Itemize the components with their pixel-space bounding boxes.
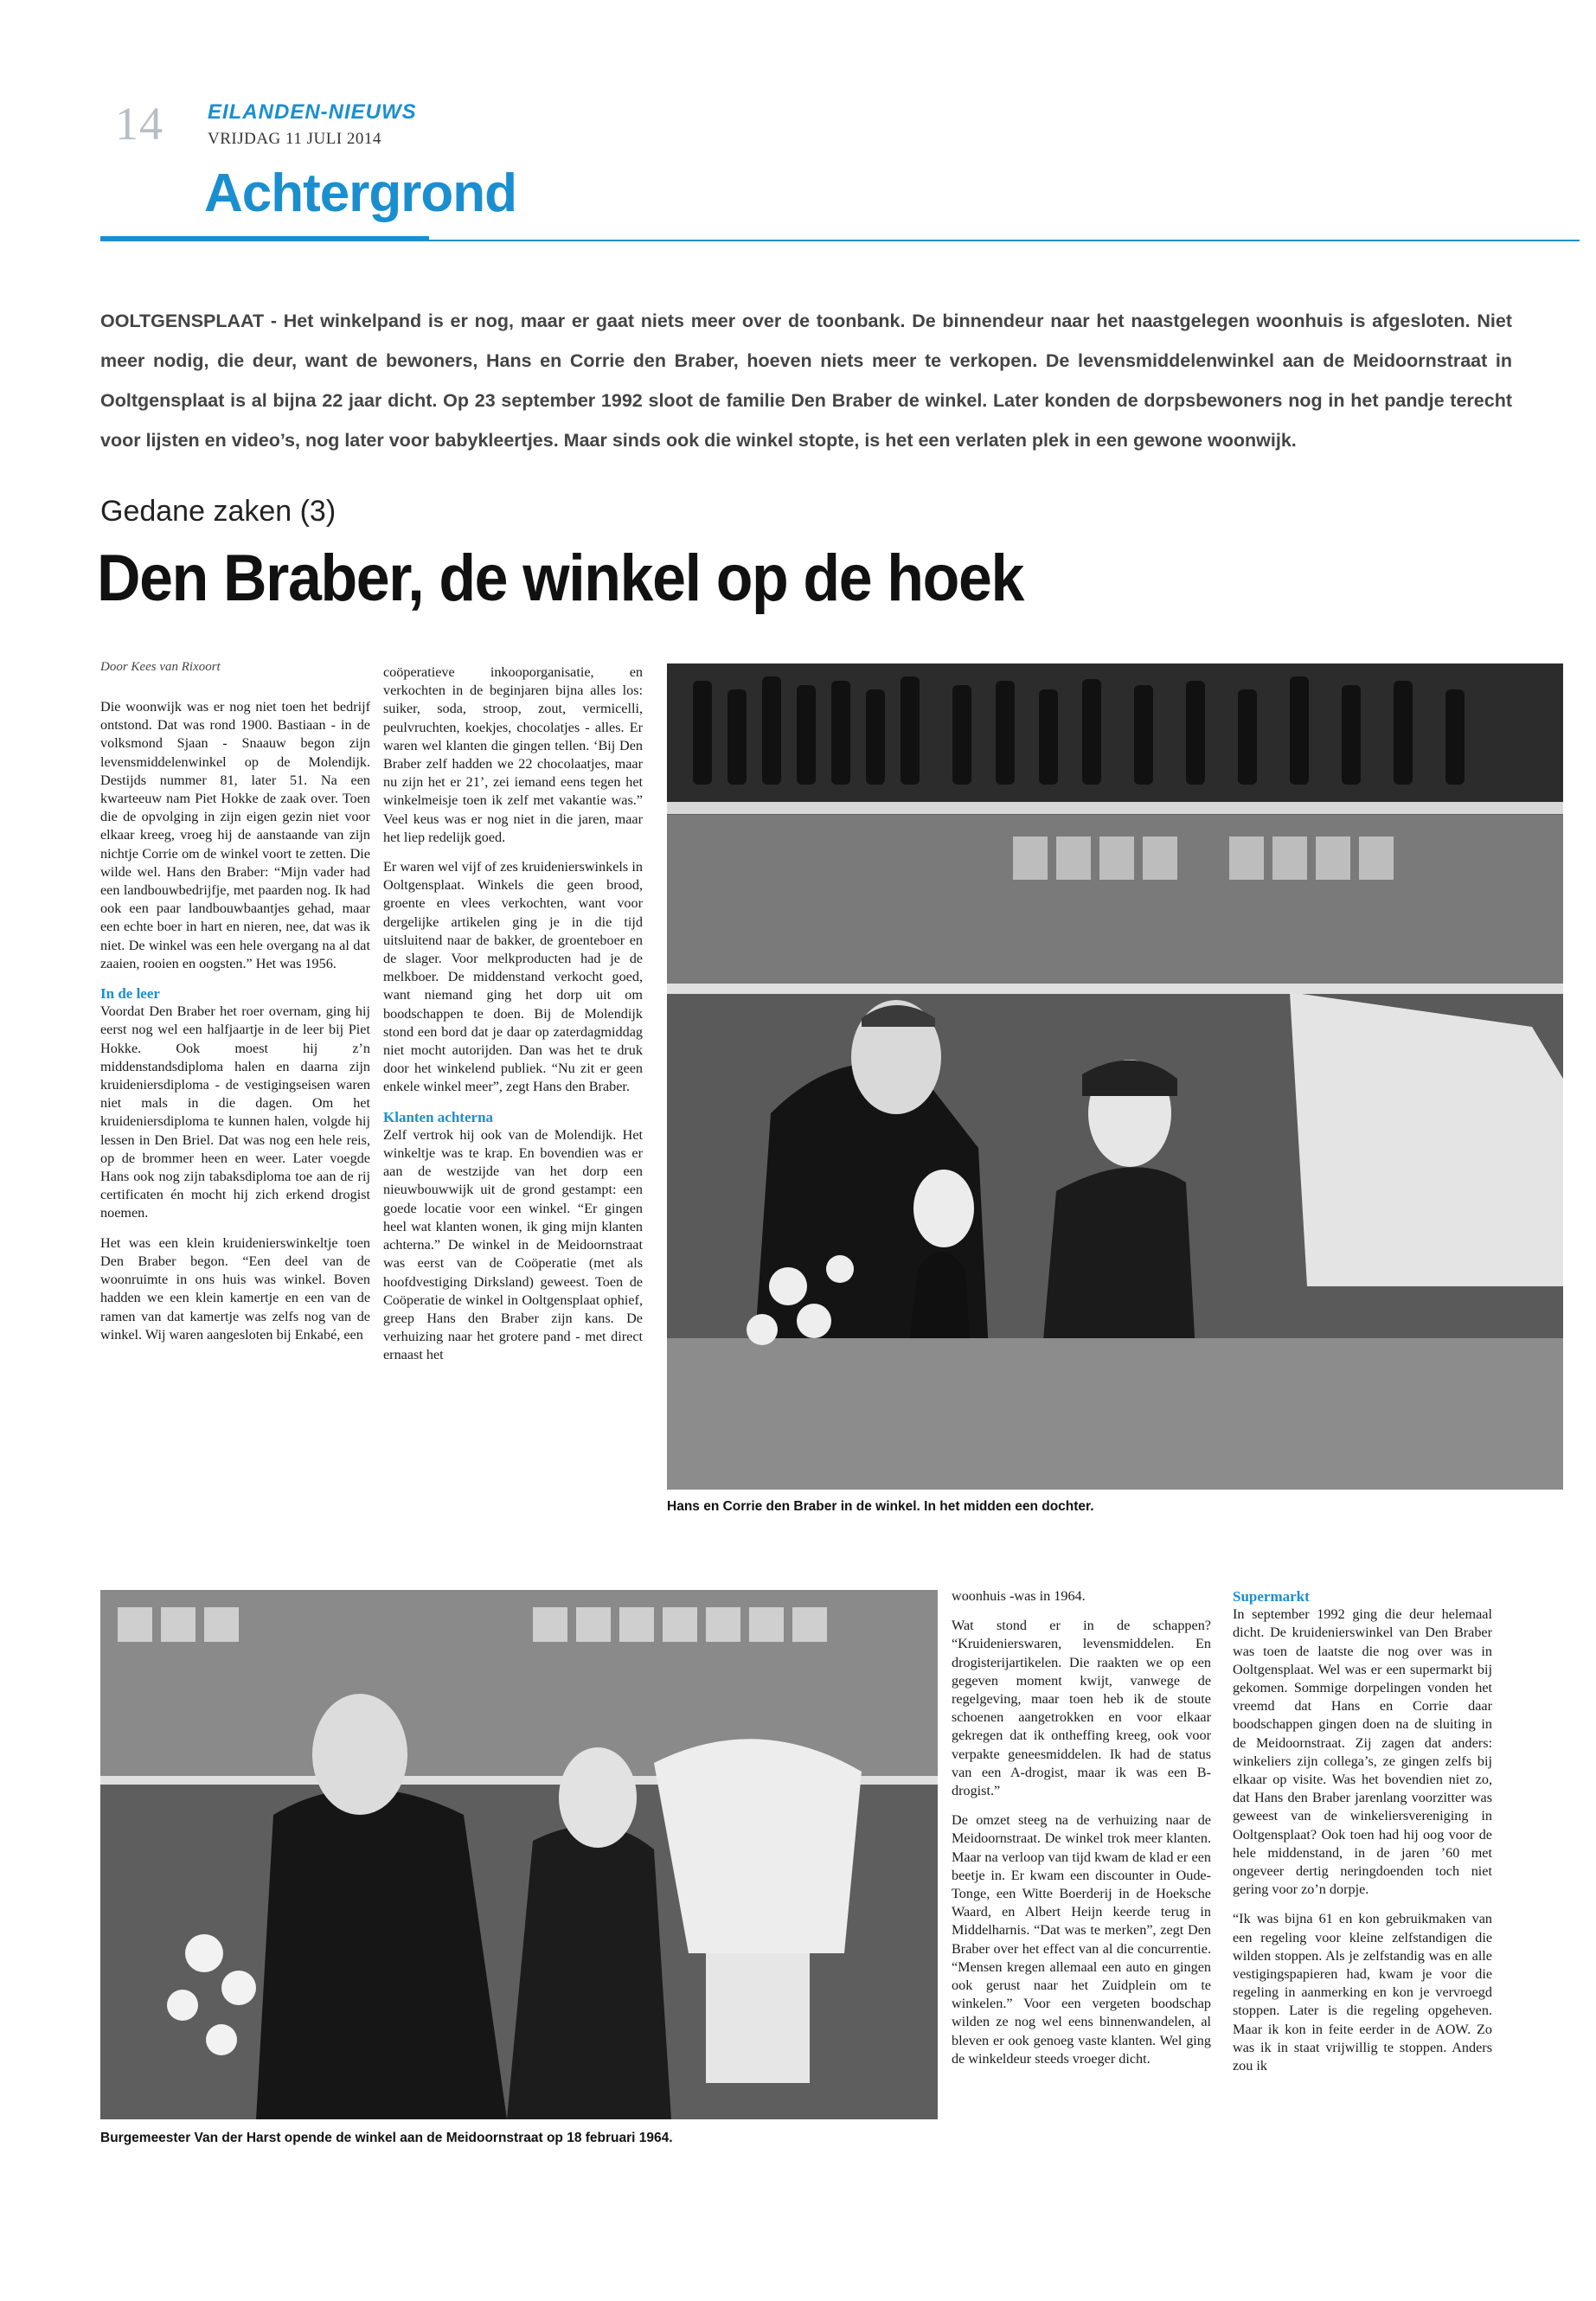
article-column-1 (100, 698, 370, 1356)
photo-illustration (667, 663, 1563, 1490)
shop-interior-photo (667, 663, 1563, 1490)
article-column-3 (952, 1587, 1211, 2080)
subheading: Klanten achterna (383, 1108, 494, 1125)
paragraph: coöperatieve inkooporganisatie, en verkochten in de beginjaren bijna alles los: suiker, soda, stroop, zout, vermicelli, peulvruchten, koekjes, chocolatjes - alles. Er waren wel klanten die gingen tellen. ‘Bij Den Braber zelf hadden we 22 chocolaatjes, maar nu zijn het er 21’, zei iemand eens tegen het winkelmeisje toen ik zelf met vakantie was.” Veel keus was er nog niet in die jaren, maar het liep redelijk goed. (383, 664, 643, 845)
paragraph: Er waren wel vijf of zes kruidenierswinkels in Ooltgensplaat. Winkels die geen brood, groente en vlees verkochten, want voor dergelijke artikelen ging je in die tijd uitsluitend naar de bakker, de groenteboer en de slager. Voor melkproducten had je de melkboer. De middenstand verkocht goed, want niemand ging het dorp uit om boodschappen te doen. Bij de Molendijk stond een bord dat je daar op zaterdagmiddag niet mocht autorijden. Dan was het te druk door het winkelend publiek. “Nu zit er geen enkele winkel meer”, zegt Hans den Braber. (383, 859, 643, 1095)
subheading: Supermarkt (1233, 1588, 1310, 1605)
masthead-logo: EILANDEN-NIEUWS (208, 100, 417, 124)
page-number: 14 (115, 98, 163, 150)
subheading: In de leer (100, 985, 160, 1003)
paragraph: In september 1992 ging die deur helemaal dicht. De kruidenierswinkel van Den Braber was toen de laatste die nog over was in Ooltgensplaat. Wel was er een supermarkt bij gekomen. Sommige dorpelingen vonden het vreemd dat Hans en Corrie daar boodschappen gingen doen na de sluiting in de Meidoornstraat. Zij zagen dat anders: winkeliers zijn collega’s, ze gingen zelfs bij elkaar op visite. Was het bovendien niet zo, dat Hans den Braber jarenlang voorzitter was geweest van de winkeliersvereniging in Ooltgensplaat? Ook toen had hij oog voor de hele middenstand, in de jaren ’60 met ongeveer dertig neringdoenden toch niet gering voor zo’n dorpje. (1233, 1606, 1492, 1898)
paragraph: De omzet steeg na de verhuizing naar de Meidoornstraat. De winkel trok meer klanten. Maar na verloop van tijd kwam de klad er een beetje in. Er kwam een discounter in Oude-Tonge, een Witte Boerderij in de Hoeksche Waard, en Albert Heijn keerde terug in Middelharnis. “Dat was te merken”, zegt Den Braber over het effect van al die concurrentie. “Mensen kregen allemaal een auto en gingen ook gerust naar het Zuidplein om te winkelen.” Voor een vergeten boodschap wilden ze nog wel eens binnenwandelen, al bleven er ook genoeg vaste klanten. Wel ging de winkeldeur steeds vroeger dicht. (952, 1812, 1211, 2067)
paragraph: Die woonwijk was er nog niet toen het bedrijf ontstond. Dat was rond 1900. Bastiaan - in de volksmond Sjaan - Snaauw begon zijn levensmiddelenwinkel op de Molendijk. Destijds nummer 81, later 51. Na een kwarteeuw nam Piet Hokke de zaak over. Toen die de opvolging in zijn eigen gezin niet voor elkaar kreeg, vroeg hij de aanstaande van zijn nichtje Corrie om de winkel voort te zetten. Die wilde wel. Hans den Braber: “Mijn vader had een landbouwbedrijfje, met paarden nog. Ik had ook een paar landbouwbaantjes gehad, maar een echte boer in hart en nieren, nee, dat was ik niet. De winkel was een hele overgang na al dat zaaien, rooien en oogsten.” Het was 1956. (100, 699, 370, 971)
photo-caption: Hans en Corrie den Braber in de winkel. In het midden een dochter. (667, 1499, 1094, 1514)
paragraph: Wat stond er in de schappen? “Kruidenierswaren, levensmiddelen. En drogisterijartikelen. Die raakten we op een gegeven moment kwijt, vanwege de regelgeving, maar toen heb ik de stoute schoenen aangetrokken en voor elkaar gekregen dat ik ontheffing kreeg, ook voor verpakte geneesmiddelen. Ik had de status van een A-drogist, maar ik was een B-drogist.” (952, 1618, 1211, 1799)
paragraph: woonhuis -was in 1964. (952, 1588, 1086, 1604)
paragraph: Voordat Den Braber het roer overnam, ging hij eerst nog wel een halfjaartje in de leer bij Piet Hokke. Ook moest hij z’n middenstandsdiploma halen en daarna zijn kruideniersdiploma - de vestigingseisen waren niet mals in die dagen. Om het kruideniersdiploma te kunnen halen, volgde hij lessen in Den Briel. Dat was nog een hele reis, op de brommer heen en weer. Later voegde Hans ook nog zijn tabaksdiploma toe aan de rij certificaten én mocht hij zich erkend drogist noemen. (100, 1003, 370, 1221)
paragraph: Zelf vertrok hij ook van de Molendijk. Het winkeltje was te krap. En bovendien was er aan de westzijde van het dorp een nieuwbouwwijk uit de grond gestampt: een goede locatie voor een winkel. “Er gingen heel wat klanten wonen, ik ging mijn klanten achterna.” De winkel in de Meidoornstraat was eerst van de Coöperatie (met als hoofdvestiging Dirksland) geweest. Toen de Coöperatie de winkel in Ooltgensplaat ophief, greep Hans den Braber zijn kans. De verhuizing naar het grotere pand - met direct ernaast het (383, 1126, 643, 1363)
photo-caption: Burgemeester Van der Harst opende de winkel aan de Meidoornstraat op 18 februari 1964. (100, 2131, 673, 2145)
article-headline: Den Braber, de winkel op de hoek (97, 542, 1023, 615)
photo-illustration (100, 1590, 938, 2119)
series-kicker: Gedane zaken (3) (100, 495, 337, 528)
paragraph: “Ik was bijna 61 en kon gebruikmaken van een regeling voor kleine zelfstandigen die wilden stoppen. Als je zelfstandig was en alle vestigingspapieren had, kwam je voor die regeling in aanmerking en kon je vervroegd stoppen. Later is die regeling opgeheven. Maar ik kon in feite eerder in de AOW. Zo was ik in staat vrijwillig te stoppen. Anders zou ik (1233, 1911, 1492, 2074)
paragraph: Het was een klein kruidenierswinkeltje toen Den Braber begon. “Een deel van de woonruimte in ons huis was winkel. Boven hadden we een klein kamertje en een van de ramen van dat kamertje was zelfs nog van de winkel. Wij waren aangesloten bij Enkabé, een (100, 1234, 370, 1343)
issue-date: VRIJDAG 11 JULI 2014 (208, 130, 381, 148)
opening-ceremony-photo (100, 1590, 938, 2119)
article-column-4 (1233, 1587, 1492, 2086)
section-title: Achtergrond (204, 163, 516, 223)
section-rule-accent (100, 236, 429, 241)
byline: Door Kees van Rixoort (100, 660, 221, 674)
intro-paragraph: OOLTGENSPLAAT - Het winkelpand is er nog, maar er gaat niets meer over de toonbank. De binnendeur naar het naastgelegen woonhuis is afgesloten. Niet meer nodig, die deur, want de bewoners, Hans en Corrie den Braber, hoeven niets meer te verkopen. De levensmiddelenwinkel aan de Meidoornstraat in Ooltgensplaat is al bijna 22 jaar dicht. Op 23 september 1992 sloot de familie Den Braber de winkel. Later konden de dorpsbewoners nog in het pandje terecht voor lijsten en video’s, nog later voor babykleertjes. Maar sinds ook die winkel stopte, is het een verlaten plek in een gewone woonwijk. (100, 311, 1512, 451)
article-column-2 (383, 663, 643, 1376)
